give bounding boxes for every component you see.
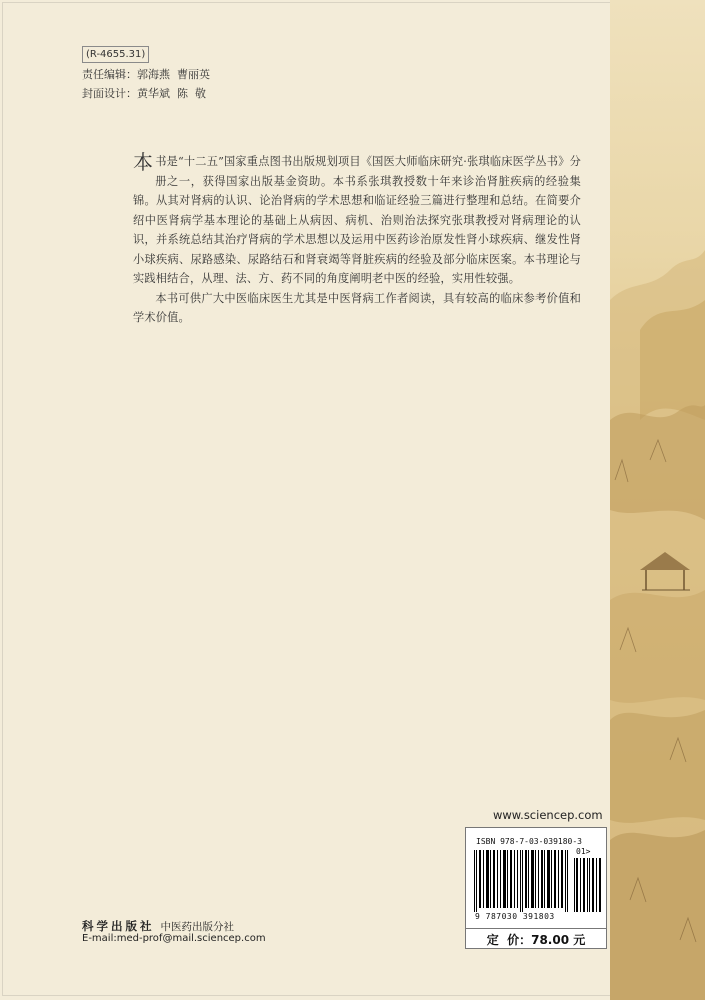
publisher-line (82, 918, 234, 934)
publisher-email: E-mail:med-prof@mail.sciencep.com (82, 933, 266, 944)
book-description (133, 152, 581, 328)
editor-names: 郭海燕 曹丽英 (137, 68, 210, 81)
edition-info (82, 44, 210, 103)
publisher-website: www.sciencep.com (493, 808, 603, 822)
landscape-painting-image (610, 0, 705, 1000)
publisher-logo: 科学出版社 (82, 919, 155, 933)
description-paragraph-2: 本书可供广大中医临床医生尤其是中医肾病工作者阅读，具有较高的临床参考价值和学术价值。 (133, 291, 581, 324)
publisher-branch: 中医药出版分社 (160, 921, 234, 933)
barcode-number: 9 787030 391803 (475, 912, 555, 921)
editor-row (82, 65, 210, 84)
landscape-painting-strip (610, 0, 705, 1000)
designer-names: 黄华斌 陈 敬 (137, 87, 206, 100)
addon-barcode-icon (574, 858, 602, 912)
designer-row (82, 84, 210, 103)
isbn-text: ISBN 978-7-03-039180-3 (476, 837, 582, 846)
catalog-code: (R-4655.31) (82, 46, 149, 63)
designer-label: 封面设计： (82, 87, 137, 100)
price-label: 定 价：78.00 元 (466, 928, 606, 948)
description-paragraph-1: 本书是“十二五”国家重点图书出版规划项目《国医大师临床研究·张琪临床医学丛书》分册之一，获得国家出版基金资助。本书系张琪教授数十年来诊治肾脏疾病的经验集锦。从其对肾病的认识、论治肾病的学术思想和临证经验三篇进行整理和总结。在简要介绍中医肾病学基本理论的基础上从病因、病机、治则治法探究张琪教授对肾病理论的认识，并系统总结其治疗肾病的学术思想以及运用中医药诊治原发性肾小球疾病、继发性肾小球疾病、尿路感染、尿路结石和肾衰竭等肾脏疾病的经验及部分临床医案。本书理论与实践相结合，从理、法、方、药不同的角度阐明老中医的经验，实用性较强。 (133, 150, 581, 285)
ean-barcode-icon (474, 850, 570, 912)
editor-label: 责任编辑： (82, 68, 137, 81)
barcode-addon-text: 01> (576, 847, 591, 856)
isbn-barcode-box (465, 827, 607, 949)
